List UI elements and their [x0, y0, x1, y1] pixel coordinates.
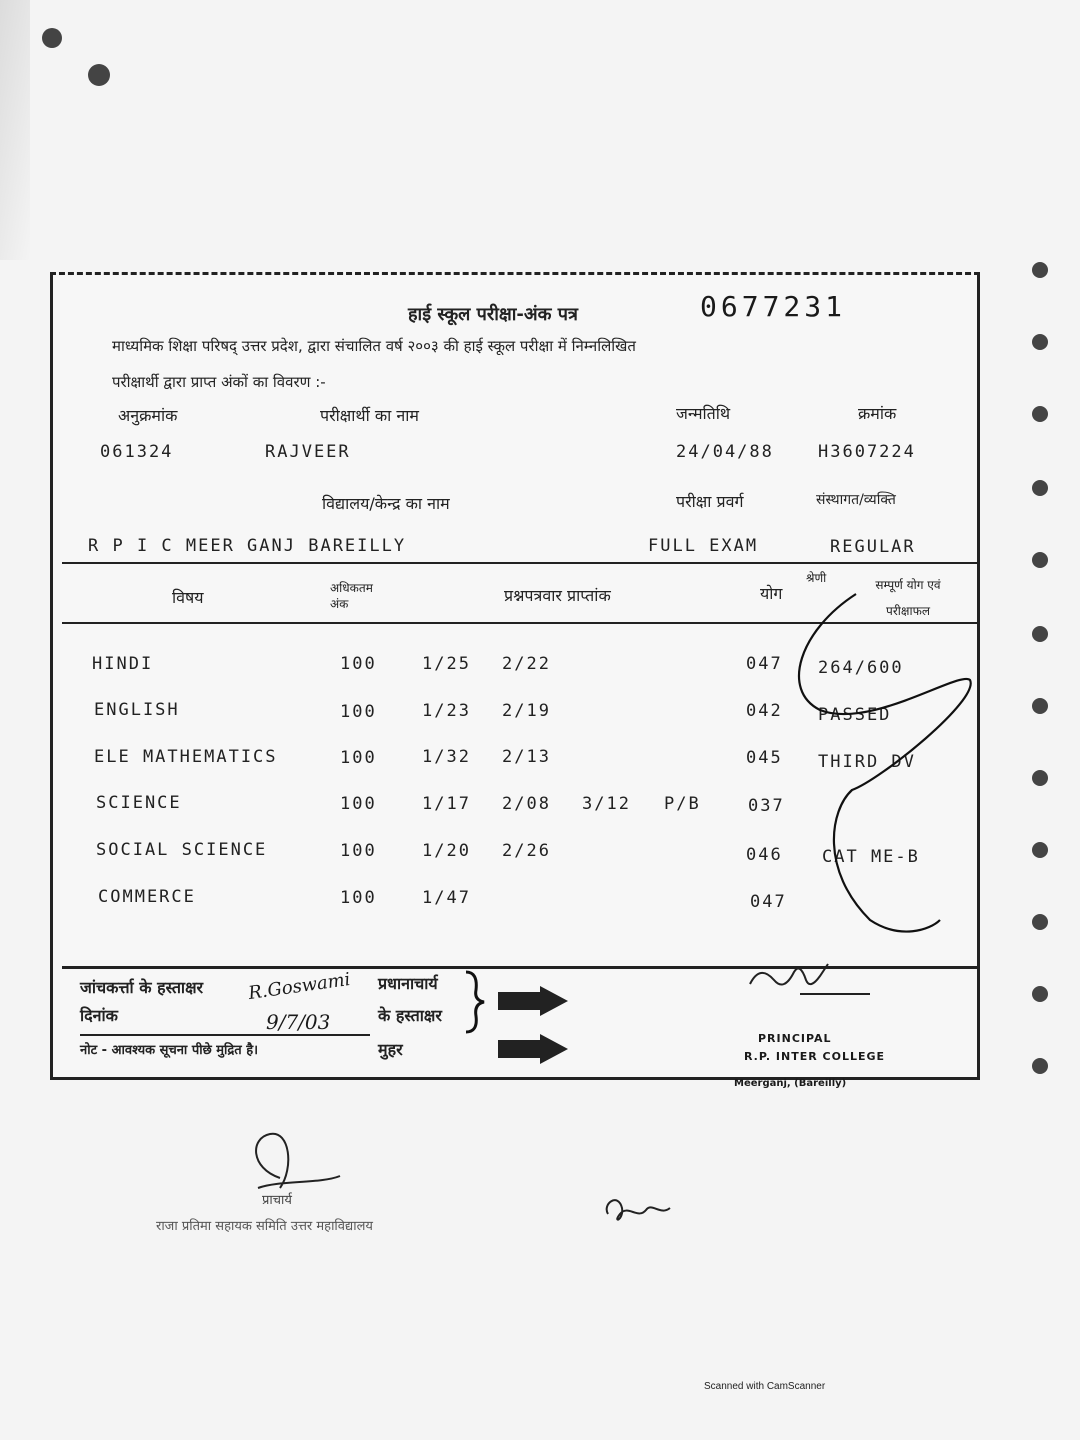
- row-subject: ENGLISH: [94, 700, 180, 720]
- page-edge: [0, 0, 30, 260]
- note-underline: [80, 1034, 370, 1036]
- row-subject: COMMERCE: [98, 887, 196, 907]
- dob-label: जन्मतिथि: [676, 404, 731, 423]
- row-max: 100: [340, 702, 377, 722]
- binder-hole: [1032, 914, 1048, 930]
- row-paper-3: 3/12: [582, 794, 631, 814]
- row-max: 100: [340, 748, 377, 768]
- row-total: 047: [746, 654, 783, 674]
- date-handwriting: 9/7/03: [266, 1010, 331, 1034]
- serial-label: क्रमांक: [858, 404, 897, 423]
- divider: [62, 562, 978, 564]
- row-subject: HINDI: [92, 654, 154, 674]
- col-overall-header: सम्पूर्ण योग एवं परीक्षाफल: [875, 578, 941, 618]
- row-paper-1: 1/23: [422, 701, 471, 721]
- date-label: दिनांक: [80, 1006, 118, 1025]
- school-value: R P I C MEER GANJ BAREILLY: [88, 536, 407, 556]
- row-paper-2: 2/26: [502, 841, 551, 861]
- binder-hole: [1032, 334, 1048, 350]
- attestation-stamp-2: राजा प्रतिमा सहायक समिति उत्तर महाविद्यालय: [156, 1219, 373, 1234]
- intro-line-1: माध्यमिक शिक्षा परिषद् उत्तर प्रदेश, द्वारा संचालित वर्ष २००३ की हाई स्कूल परीक्षा में निम्नलिखित: [112, 337, 636, 355]
- row-paper-1: 1/20: [422, 841, 471, 861]
- principal-label-1: प्रधानाचार्य: [378, 974, 438, 993]
- row-total: 046: [746, 845, 783, 865]
- row-paper-2: 2/19: [502, 701, 551, 721]
- row-paper-1: 1/32: [422, 747, 471, 767]
- binder-hole: [1032, 626, 1048, 642]
- category-label: संस्थागत/व्यक्ति: [816, 492, 896, 508]
- binder-hole: [1032, 842, 1048, 858]
- checker-handwriting: R.Goswami: [247, 968, 352, 1005]
- row-subject: ELE MATHEMATICS: [94, 747, 278, 767]
- roll-value: 061324: [100, 442, 174, 462]
- row-max: 100: [340, 888, 377, 908]
- principal-stamp: PRINCIPAL: [758, 1032, 832, 1045]
- marksheet-title: हाई स्कूल परीक्षा-अंक पत्र: [408, 304, 578, 325]
- row-paper-2: 2/13: [502, 747, 551, 767]
- binder-hole: [1032, 406, 1048, 422]
- col-subject-header: विषय: [172, 588, 204, 607]
- arrow-right-icon: [498, 1034, 570, 1064]
- roll-label: अनुक्रमांक: [118, 406, 178, 425]
- brace-icon: [462, 968, 488, 1036]
- dot-mark: [42, 28, 62, 48]
- binder-hole: [1032, 770, 1048, 786]
- checker-sign-label: जांचकर्त्ता के हस्ताक्षर: [80, 978, 204, 997]
- binder-hole: [1032, 552, 1048, 568]
- row-total: 037: [748, 796, 785, 816]
- serial-number: 0677231: [700, 290, 847, 323]
- attestation-signature: [240, 1128, 360, 1208]
- name-label: परीक्षार्थी का नाम: [320, 406, 419, 425]
- attestation-initials: [598, 1184, 688, 1232]
- row-paper-2: 2/22: [502, 654, 551, 674]
- attestation-stamp-1: प्राचार्य: [262, 1193, 292, 1208]
- school-label: विद्यालय/केन्द्र का नाम: [322, 494, 450, 513]
- category-value: REGULAR: [830, 537, 916, 557]
- exam-type-value: FULL EXAM: [648, 536, 759, 556]
- principal-label-2: के हस्ताक्षर: [378, 1006, 442, 1025]
- row-max: 100: [340, 654, 377, 674]
- dob-value: 24/04/88: [676, 442, 774, 462]
- college-stamp: R.P. INTER COLLEGE: [744, 1050, 886, 1063]
- arrow-right-icon: [498, 986, 570, 1016]
- binder-hole: [1032, 1058, 1048, 1074]
- col-max-header: अधिकतम अंक: [330, 581, 373, 611]
- col-grade-header: श्रेणी: [806, 571, 827, 585]
- seal-label: मुहर: [378, 1040, 403, 1059]
- exam-type-label: परीक्षा प्रवर्ग: [676, 492, 744, 511]
- binder-hole: [1032, 262, 1048, 278]
- row-paper-2: 2/08: [502, 794, 551, 814]
- row-subject: SOCIAL SCIENCE: [96, 840, 268, 860]
- row-max: 100: [340, 794, 377, 814]
- row-total: 045: [746, 748, 783, 768]
- col-paper-header: प्रश्नपत्रवार प्राप्तांक: [504, 586, 611, 605]
- intro-line-2: परीक्षार्थी द्वारा प्राप्त अंकों का विवरण :-: [112, 373, 326, 391]
- row-result: PASSED: [818, 705, 892, 725]
- row-result: THIRD DV: [818, 752, 916, 772]
- scanner-watermark: Scanned with CamScanner: [704, 1381, 826, 1392]
- principal-signature: [740, 954, 880, 1004]
- row-total: 047: [750, 892, 787, 912]
- col-total-header: योग: [760, 584, 783, 603]
- row-subject: SCIENCE: [96, 793, 182, 813]
- row-pb: P/B: [664, 794, 701, 814]
- row-max: 100: [340, 841, 377, 861]
- dot-mark: [88, 64, 110, 86]
- name-value: RAJVEER: [265, 442, 351, 462]
- binder-hole: [1032, 698, 1048, 714]
- binder-hole: [1032, 986, 1048, 1002]
- row-paper-1: 1/47: [422, 888, 471, 908]
- row-paper-1: 1/17: [422, 794, 471, 814]
- pen-scribble: [760, 580, 990, 940]
- binder-hole: [1032, 480, 1048, 496]
- row-total: 042: [746, 701, 783, 721]
- serial-value: H3607224: [818, 442, 916, 462]
- note: नोट - आवश्यक सूचना पीछे मुद्रित है।: [80, 1043, 259, 1058]
- row-result: 264/600: [818, 658, 904, 678]
- college-stamp-city: Meerganj, (Bareilly): [734, 1078, 847, 1089]
- row-result: CAT ME-B: [822, 847, 920, 867]
- row-paper-1: 1/25: [422, 654, 471, 674]
